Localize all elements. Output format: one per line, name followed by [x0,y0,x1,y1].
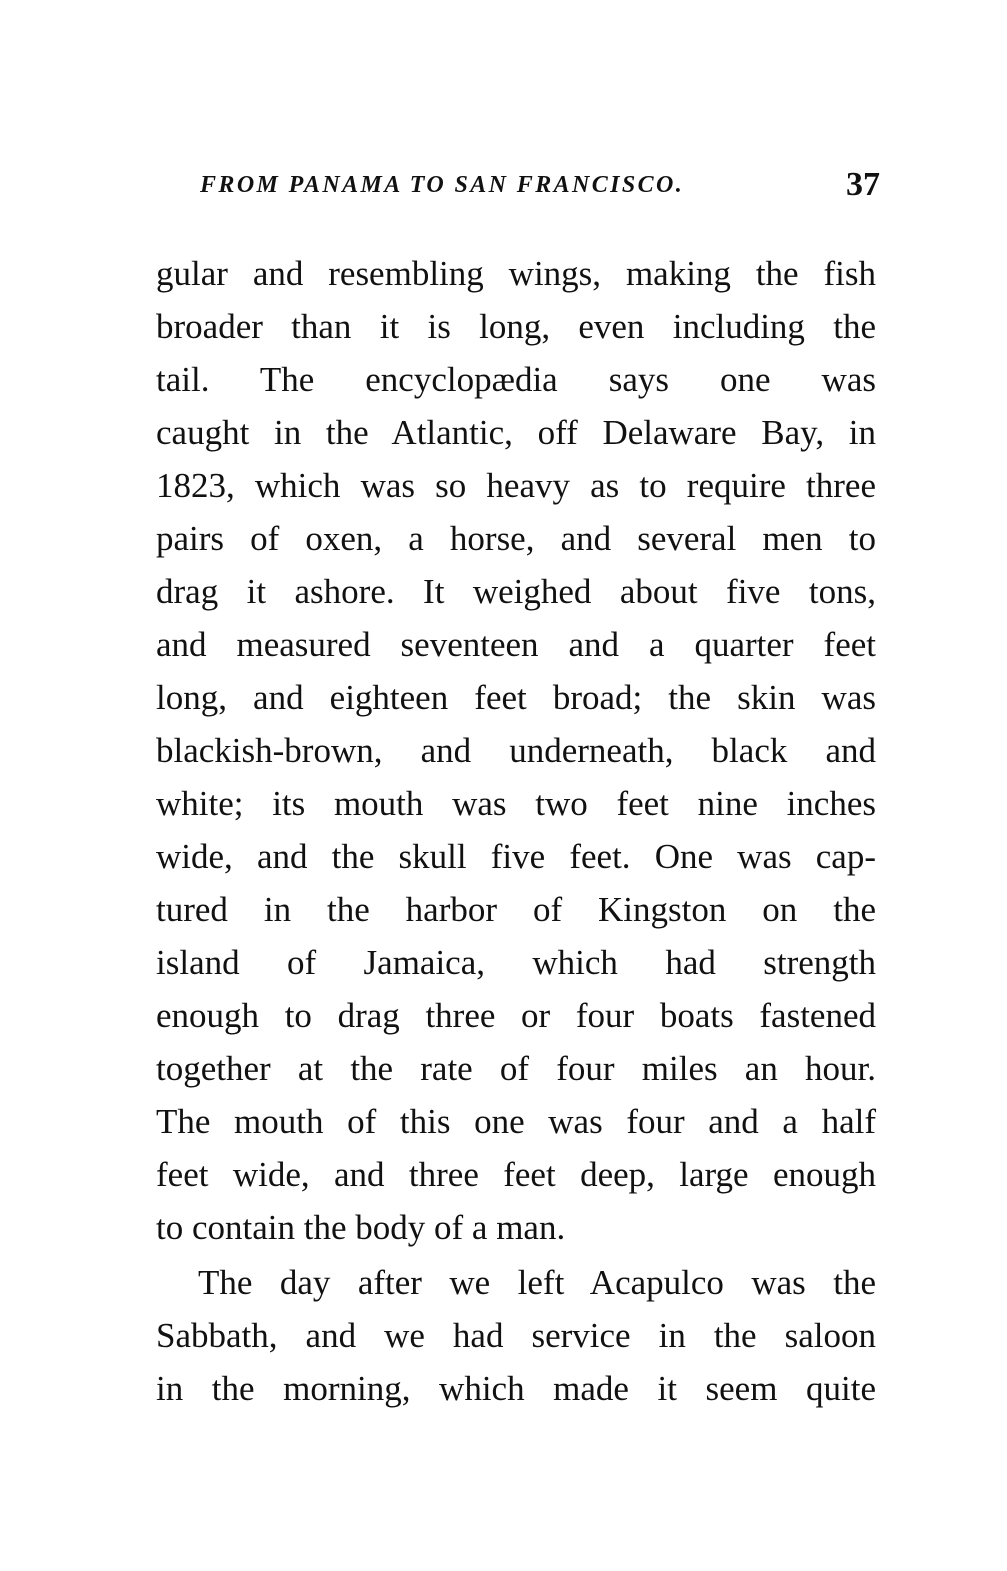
text-line: tail. The encyclopædia says one was [156,360,876,399]
text-line: to contain the body of a man. [156,1208,566,1247]
text-line: caught in the Atlantic, off Delaware Bay, in [156,413,876,452]
running-title: FROM PANAMA TO SAN FRANCISCO. [200,172,685,198]
text-line: pairs of oxen, a horse, and several men to [156,519,876,558]
text-line: island of Jamaica, which had strength [156,943,876,982]
text-line: Sabbath, and we had service in the saloon [156,1316,876,1355]
text-line: together at the rate of four miles an hour. [156,1049,876,1088]
text-line: enough to drag three or four boats fastened [156,996,876,1035]
text-line: The day after we left Acapulco was the [198,1263,876,1302]
text-line: in the morning, which made it seem quite [156,1369,876,1408]
text-line: drag it ashore. It weighed about five tons, [156,572,876,611]
running-head [200,168,880,208]
text-line: gular and resembling wings, making the fish [156,254,876,293]
text-line: and measured seventeen and a quarter feet [156,625,876,664]
text-line: The mouth of this one was four and a half [156,1102,876,1141]
text-line: blackish-brown, and underneath, black and [156,731,876,770]
text-line: tured in the harbor of Kingston on the [156,890,876,929]
text-line: wide, and the skull five feet. One was cap- [156,837,876,876]
text-line: white; its mouth was two feet nine inches [156,784,876,823]
text-line: long, and eighteen feet broad; the skin was [156,678,876,717]
text-line: broader than it is long, even including the [156,307,876,346]
text-line: 1823, which was so heavy as to require three [156,466,876,505]
text-line: feet wide, and three feet deep, large enough [156,1155,876,1194]
page-number: 37 [846,166,880,203]
